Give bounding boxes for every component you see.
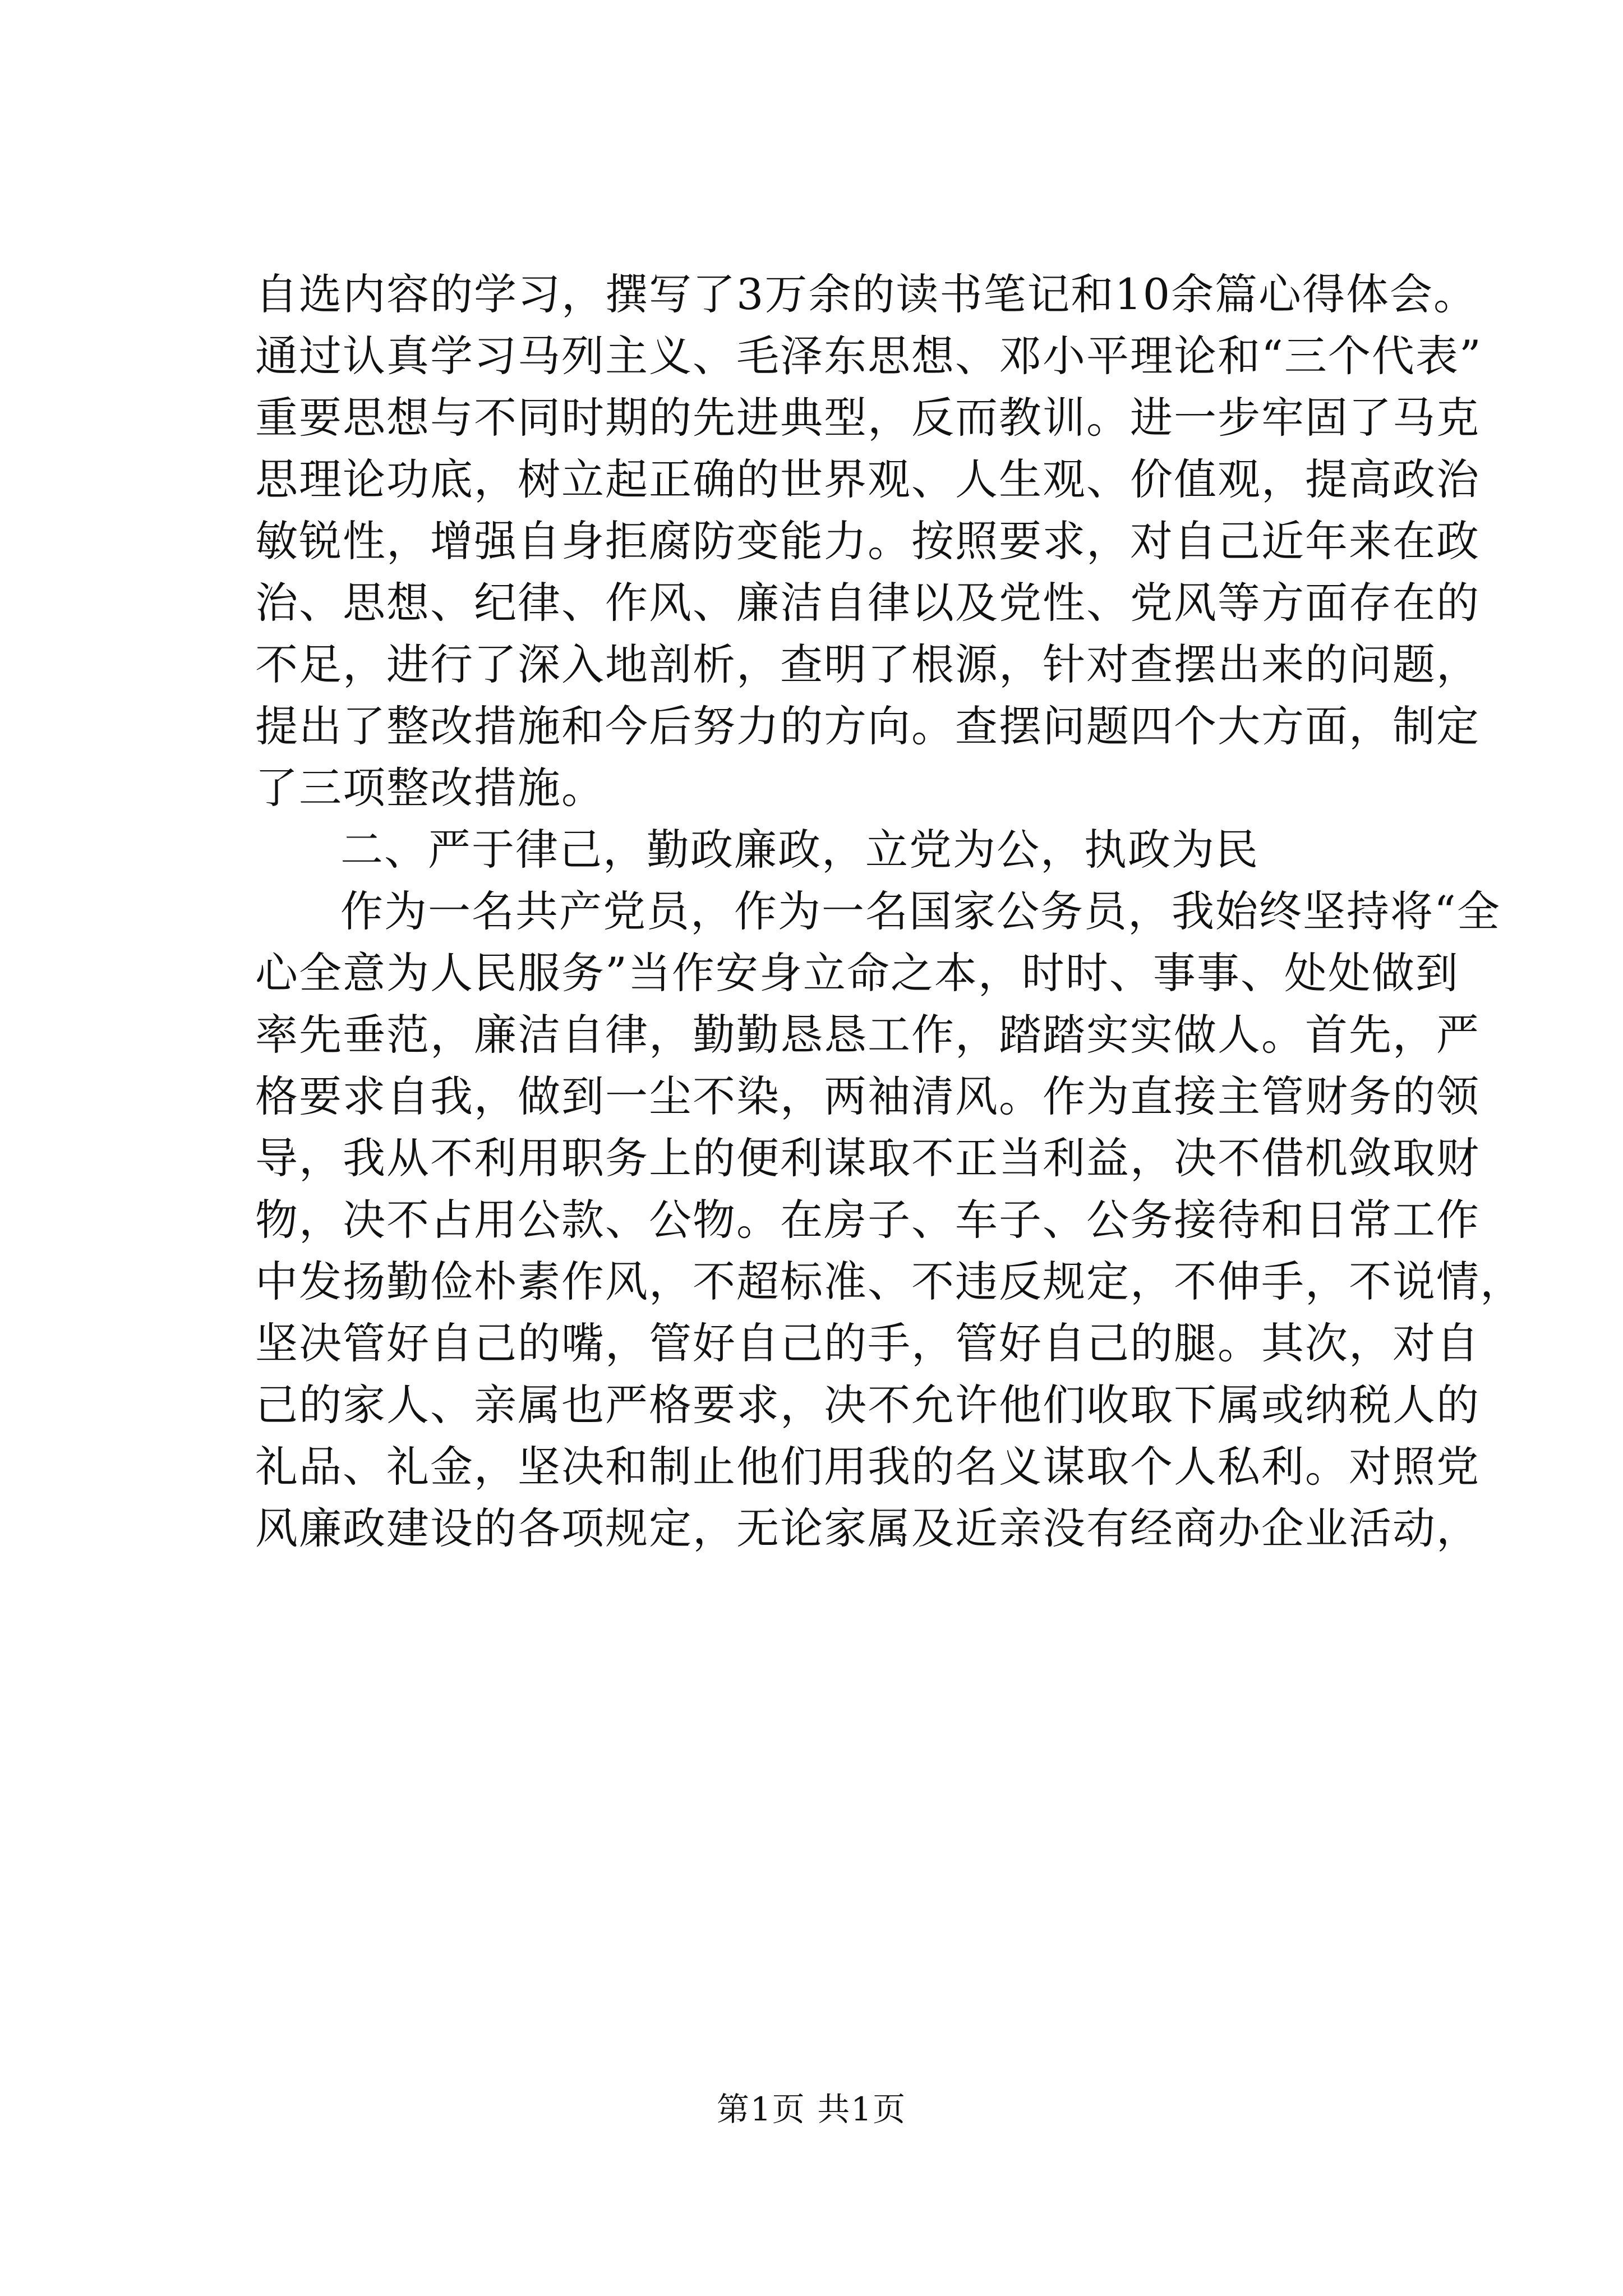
body-line: 思理论功底，树立起正确的世界观、人生观、价值观，提高政治 [255,454,1480,504]
body-line: 重要思想与不同时期的先进典型，反而教训。进一步牢固了马克 [255,393,1480,443]
body-line: 自选内容的学习，撰写了3万余的读书笔记和10余篇心得体会。 [255,269,1478,319]
body-line: 敏锐性，增强自身拒腐防变能力。按照要求，对自己近年来在政 [255,516,1480,566]
body-line: 不足，进行了深入地剖析，查明了根源，针对查摆出来的问题， [255,639,1480,689]
body-line: 通过认真学习马列主义、毛泽东思想、邓小平理论和“三个代表” [255,331,1482,381]
body-line: 提出了整改措施和今后努力的方向。查摆问题四个大方面，制定 [255,701,1480,751]
body-line: 心全意为人民服务”当作安身立命之本，时时、事事、处处做到 [255,948,1459,998]
body-line: 治、思想、纪律、作风、廉洁自律以及党性、党风等方面存在的 [255,578,1480,628]
body-line: 格要求自我，做到一尘不染，两袖清风。作为直接主管财务的领 [255,1071,1480,1121]
body-line: 己的家人、亲属也严格要求，决不允许他们收取下属或纳税人的 [255,1380,1480,1430]
page-number-label: 第1页 共1页 [716,2090,907,2128]
body-line: 礼品、礼金，坚决和制止他们用我的名义谋取个人私利。对照党 [255,1442,1480,1492]
document-body [255,264,1524,1559]
body-line: 风廉政建设的各项规定，无论家属及近亲没有经商办企业活动， [255,1503,1480,1553]
body-line: 物，决不占用公款、公物。在房子、车子、公务接待和日常工作 [255,1195,1480,1245]
body-line: 坚决管好自己的嘴，管好自己的手，管好自己的腿。其次，对自 [255,1318,1480,1368]
body-line: 导，我从不利用职务上的便利谋取不正当利益，决不借机敛取财 [255,1133,1480,1183]
body-line: 率先垂范，廉洁自律，勤勤恳恳工作，踏踏实实做人。首先，严 [255,1010,1480,1060]
page-footer [0,2090,1623,2129]
section-heading: 二、严于律己，勤政廉政，立党为公，执政为民 [340,825,1259,875]
body-line: 作为一名共产党员，作为一名国家公务员，我始终坚持将“全 [340,886,1501,936]
body-line: 了三项整改措施。 [255,763,605,813]
body-line: 中发扬勤俭朴素作风，不超标准、不违反规定，不伸手，不说情， [255,1257,1524,1306]
